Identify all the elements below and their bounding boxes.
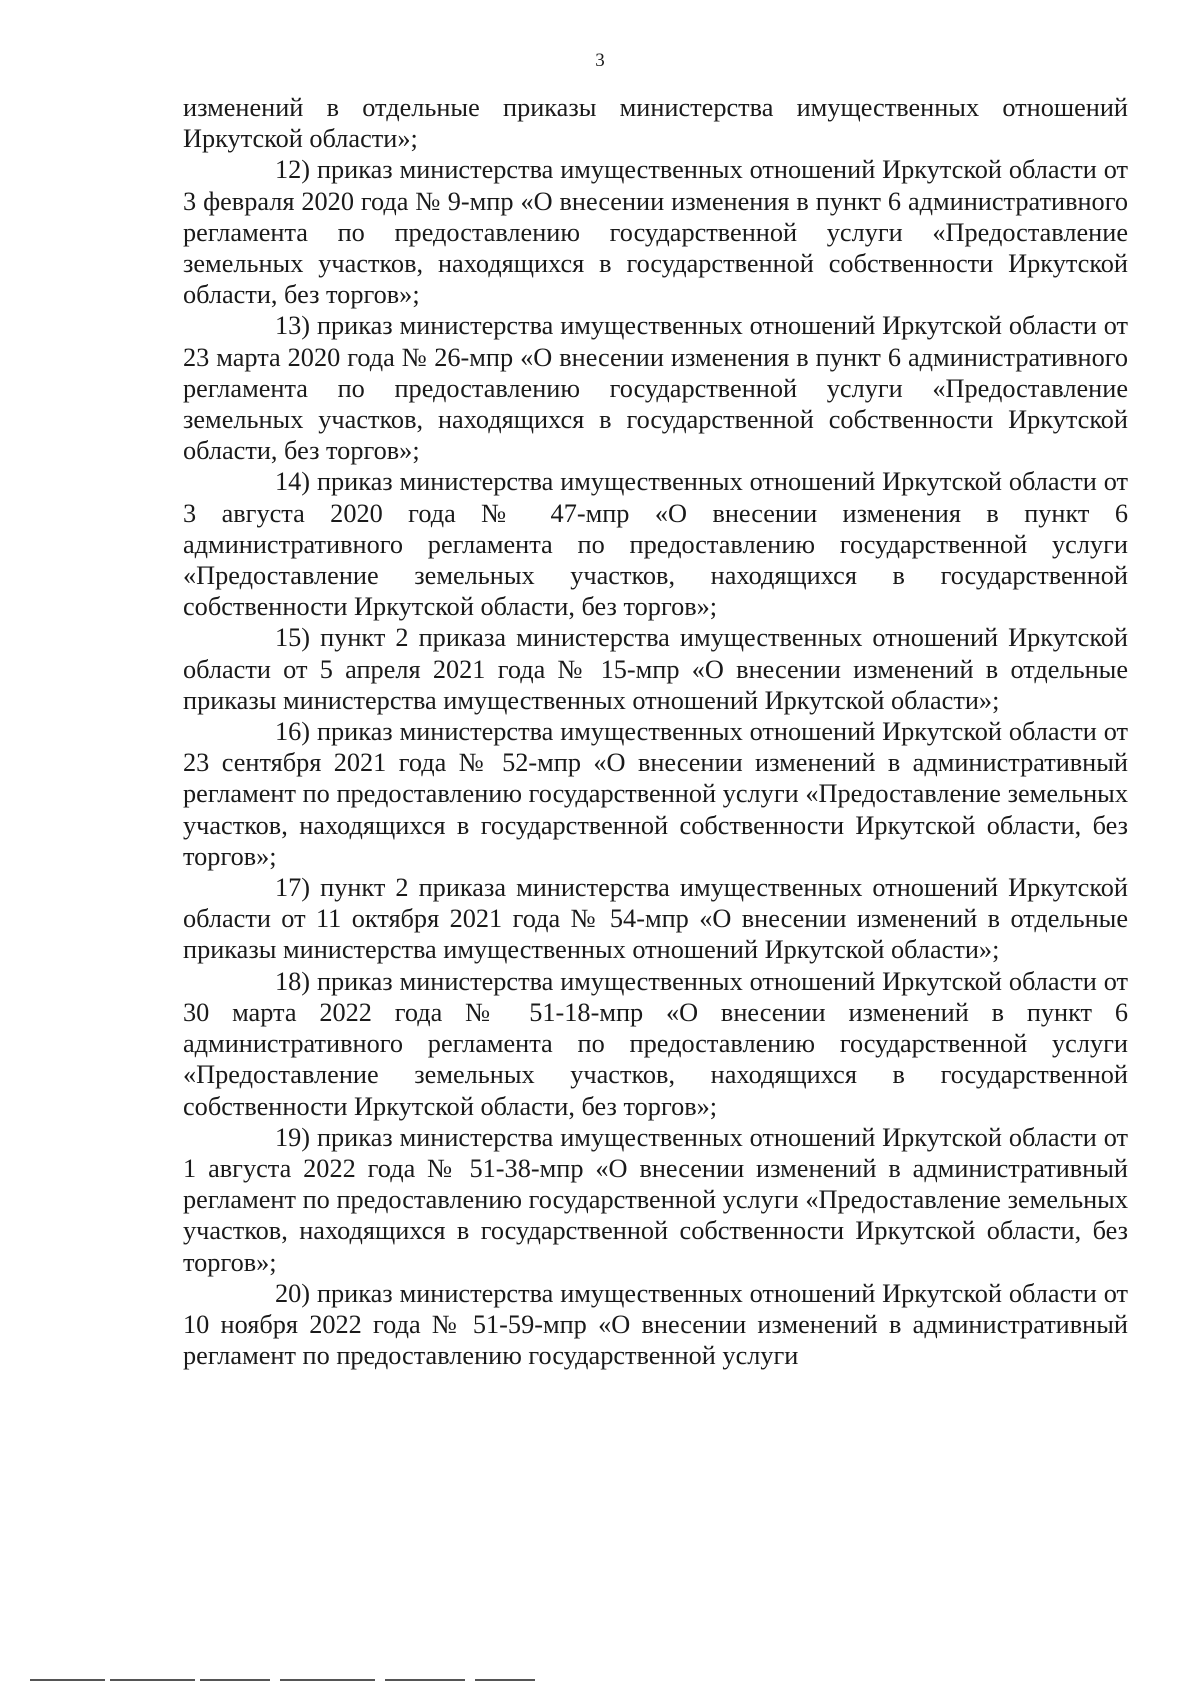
list-item-15: 15) пункт 2 приказа министерства имущественных отношений Иркутской области от 5 апреля 2021 года № 15-мпр «О внесении изменений в отдельные приказы министерства имущественных отношений Иркутской области»; xyxy=(183,623,1128,715)
list-item-13: 13) приказ министерства имущественных отношений Иркутской области от 23 марта 2020 года № 26-мпр «О внесении изменения в пункт 6 административного регламента по предоставлению государственной услуги «Предоставление земельных участков, находящихся в государственной собственности Иркутской области, без торгов»; xyxy=(183,311,1128,466)
scan-edge-line xyxy=(280,1679,375,1681)
list-item-20: 20) приказ министерства имущественных отношений Иркутской области от 10 ноября 2022 года № 51-59-мпр «О внесении изменений в административный регламент по предоставлению государственной услуги xyxy=(183,1278,1128,1371)
document-body xyxy=(183,92,1128,1371)
list-item-17: 17) пункт 2 приказа министерства имущественных отношений Иркутской области от 11 октября 2021 года № 54-мпр «О внесении изменений в отдельные приказы министерства имущественных отношений Иркутской области»; xyxy=(183,873,1128,965)
scan-edge-line xyxy=(475,1679,535,1681)
paragraph-continuation: изменений в отдельные приказы министерства имущественных отношений Иркутской области»; xyxy=(183,93,1128,154)
list-item-18: 18) приказ министерства имущественных отношений Иркутской области от 30 марта 2022 года № 51-18-мпр «О внесении изменений в пункт 6 административного регламента по предоставлению государственной услуги «Предоставление земельных участков, находящихся в государственной собственности Иркутской области, без торгов»; xyxy=(183,966,1128,1121)
list-item-16: 16) приказ министерства имущественных отношений Иркутской области от 23 сентября 2021 года № 52-мпр «О внесении изменений в административный регламент по предоставлению государственной услуги «Предоставление земельных участков, находящихся в государственной собственности Иркутской области, без торгов»; xyxy=(183,717,1128,871)
list-item-14: 14) приказ министерства имущественных отношений Иркутской области от 3 августа 2020 года № 47-мпр «О внесении изменения в пункт 6 административного регламента по предоставлению государственной услуги «Предоставление земельных участков, находящихся в государственной собственности Иркутской области, без торгов»; xyxy=(183,467,1128,622)
scan-edge-line xyxy=(385,1679,465,1681)
scan-edge-line xyxy=(30,1679,105,1681)
scan-edge-line xyxy=(110,1679,195,1681)
list-item-19: 19) приказ министерства имущественных отношений Иркутской области от 1 августа 2022 года № 51-38-мпр «О внесении изменений в административный регламент по предоставлению государственной услуги «Предоставление земельных участков, находящихся в государственной собственности Иркутской области, без торгов»; xyxy=(183,1122,1128,1277)
scan-edge-line xyxy=(200,1679,270,1681)
list-item-12: 12) приказ министерства имущественных отношений Иркутской области от 3 февраля 2020 года № 9-мпр «О внесении изменения в пункт 6 административного регламента по предоставлению государственной услуги «Предоставление земельных участков, находящихся в государственной собственности Иркутской области, без торгов»; xyxy=(183,155,1128,310)
page-number: 3 xyxy=(595,50,605,71)
